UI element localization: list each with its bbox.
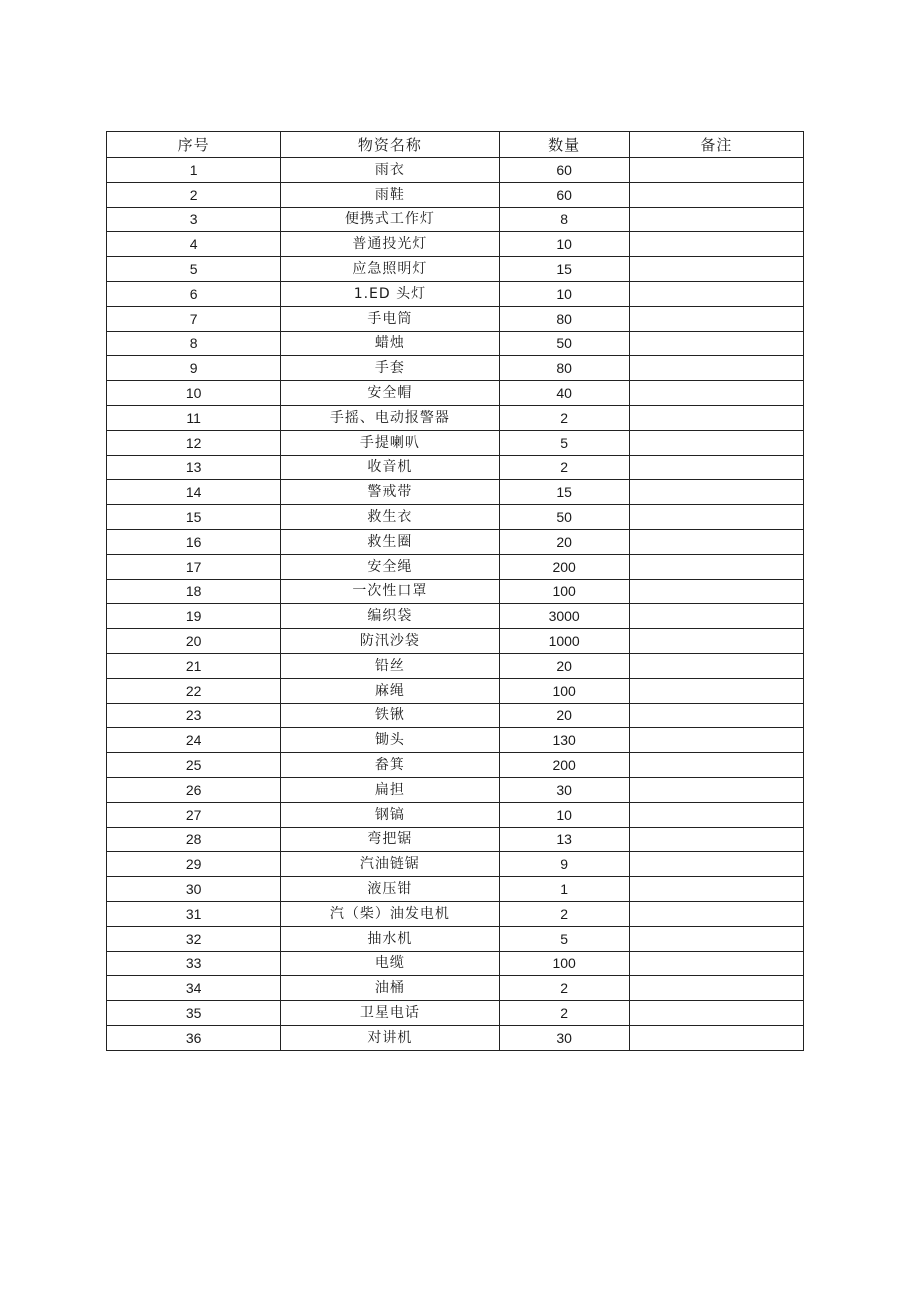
cell-name: 警戒带 <box>281 480 499 505</box>
cell-name: 汽油链锯 <box>281 852 499 877</box>
cell-name: 扁担 <box>281 777 499 802</box>
cell-note <box>629 306 803 331</box>
header-note: 备注 <box>629 132 803 158</box>
table-row <box>107 257 804 282</box>
cell-seq: 35 <box>107 1001 281 1026</box>
cell-note <box>629 728 803 753</box>
table-row <box>107 802 804 827</box>
cell-qty: 8 <box>499 207 629 232</box>
table-row <box>107 579 804 604</box>
cell-seq: 9 <box>107 356 281 381</box>
table-row <box>107 554 804 579</box>
cell-name: 安全绳 <box>281 554 499 579</box>
cell-seq: 31 <box>107 901 281 926</box>
table-row <box>107 926 804 951</box>
cell-seq: 24 <box>107 728 281 753</box>
cell-seq: 25 <box>107 753 281 778</box>
cell-seq: 14 <box>107 480 281 505</box>
cell-qty: 1000 <box>499 629 629 654</box>
cell-note <box>629 976 803 1001</box>
cell-qty: 3000 <box>499 604 629 629</box>
table-row <box>107 877 804 902</box>
cell-qty: 15 <box>499 257 629 282</box>
cell-qty: 40 <box>499 381 629 406</box>
cell-qty: 100 <box>499 951 629 976</box>
cell-name: 铅丝 <box>281 653 499 678</box>
cell-seq: 5 <box>107 257 281 282</box>
table-row <box>107 901 804 926</box>
cell-name: 救生圈 <box>281 529 499 554</box>
cell-note <box>629 1001 803 1026</box>
cell-note <box>629 331 803 356</box>
cell-note <box>629 480 803 505</box>
cell-qty: 30 <box>499 777 629 802</box>
cell-name: 畚箕 <box>281 753 499 778</box>
cell-qty: 100 <box>499 678 629 703</box>
cell-note <box>629 653 803 678</box>
cell-note <box>629 232 803 257</box>
cell-name: 手摇、电动报警器 <box>281 405 499 430</box>
cell-note <box>629 877 803 902</box>
cell-qty: 2 <box>499 405 629 430</box>
cell-note <box>629 281 803 306</box>
cell-note <box>629 678 803 703</box>
table-row <box>107 852 804 877</box>
cell-note <box>629 579 803 604</box>
cell-name: 液压钳 <box>281 877 499 902</box>
cell-note <box>629 405 803 430</box>
header-seq: 序号 <box>107 132 281 158</box>
cell-note <box>629 753 803 778</box>
table-row <box>107 1025 804 1050</box>
table-row <box>107 505 804 530</box>
table-row <box>107 331 804 356</box>
cell-seq: 19 <box>107 604 281 629</box>
cell-name: 油桶 <box>281 976 499 1001</box>
cell-seq: 3 <box>107 207 281 232</box>
cell-qty: 15 <box>499 480 629 505</box>
table-row <box>107 827 804 852</box>
cell-seq: 8 <box>107 331 281 356</box>
cell-note <box>629 158 803 183</box>
table-row <box>107 976 804 1001</box>
cell-name: 应急照明灯 <box>281 257 499 282</box>
cell-seq: 6 <box>107 281 281 306</box>
table-row <box>107 951 804 976</box>
cell-seq: 17 <box>107 554 281 579</box>
cell-qty: 10 <box>499 232 629 257</box>
cell-seq: 30 <box>107 877 281 902</box>
table-row <box>107 1001 804 1026</box>
cell-name: 蜡烛 <box>281 331 499 356</box>
cell-note <box>629 777 803 802</box>
cell-qty: 1 <box>499 877 629 902</box>
cell-note <box>629 604 803 629</box>
cell-qty: 10 <box>499 281 629 306</box>
table-row <box>107 753 804 778</box>
table-row <box>107 728 804 753</box>
cell-name: 手电筒 <box>281 306 499 331</box>
cell-name: 雨鞋 <box>281 182 499 207</box>
table-row <box>107 703 804 728</box>
table-row <box>107 653 804 678</box>
cell-note <box>629 802 803 827</box>
table-row <box>107 480 804 505</box>
cell-note <box>629 257 803 282</box>
cell-name: 弯把锯 <box>281 827 499 852</box>
cell-name: 救生衣 <box>281 505 499 530</box>
table-row <box>107 281 804 306</box>
cell-name: 一次性口罩 <box>281 579 499 604</box>
table-row <box>107 777 804 802</box>
table-row <box>107 455 804 480</box>
cell-qty: 20 <box>499 703 629 728</box>
cell-qty: 50 <box>499 331 629 356</box>
cell-qty: 5 <box>499 926 629 951</box>
cell-qty: 20 <box>499 653 629 678</box>
header-name: 物资名称 <box>281 132 499 158</box>
cell-name: 编织袋 <box>281 604 499 629</box>
cell-qty: 2 <box>499 976 629 1001</box>
table-row <box>107 381 804 406</box>
cell-name: 铁锹 <box>281 703 499 728</box>
cell-note <box>629 182 803 207</box>
cell-note <box>629 703 803 728</box>
cell-note <box>629 381 803 406</box>
cell-name: 便携式工作灯 <box>281 207 499 232</box>
cell-seq: 11 <box>107 405 281 430</box>
cell-seq: 23 <box>107 703 281 728</box>
cell-note <box>629 926 803 951</box>
table-header <box>107 132 804 158</box>
cell-qty: 20 <box>499 529 629 554</box>
cell-name: 防汛沙袋 <box>281 629 499 654</box>
table-row <box>107 232 804 257</box>
cell-seq: 15 <box>107 505 281 530</box>
cell-qty: 50 <box>499 505 629 530</box>
cell-note <box>629 505 803 530</box>
cell-note <box>629 951 803 976</box>
cell-qty: 30 <box>499 1025 629 1050</box>
cell-qty: 130 <box>499 728 629 753</box>
cell-qty: 5 <box>499 430 629 455</box>
cell-qty: 2 <box>499 455 629 480</box>
cell-name: 抽水机 <box>281 926 499 951</box>
cell-qty: 10 <box>499 802 629 827</box>
cell-seq: 36 <box>107 1025 281 1050</box>
cell-seq: 7 <box>107 306 281 331</box>
cell-seq: 4 <box>107 232 281 257</box>
table-row <box>107 182 804 207</box>
cell-qty: 200 <box>499 554 629 579</box>
cell-seq: 34 <box>107 976 281 1001</box>
cell-name: 卫星电话 <box>281 1001 499 1026</box>
cell-seq: 26 <box>107 777 281 802</box>
table-row <box>107 158 804 183</box>
cell-seq: 22 <box>107 678 281 703</box>
cell-note <box>629 529 803 554</box>
cell-qty: 9 <box>499 852 629 877</box>
cell-qty: 80 <box>499 356 629 381</box>
cell-name: 对讲机 <box>281 1025 499 1050</box>
table-row <box>107 356 804 381</box>
cell-seq: 28 <box>107 827 281 852</box>
cell-note <box>629 207 803 232</box>
cell-note <box>629 554 803 579</box>
cell-name: 手套 <box>281 356 499 381</box>
table-row <box>107 604 804 629</box>
cell-seq: 29 <box>107 852 281 877</box>
cell-seq: 13 <box>107 455 281 480</box>
table-row <box>107 678 804 703</box>
table-body <box>107 158 804 1051</box>
cell-seq: 1 <box>107 158 281 183</box>
table-row <box>107 529 804 554</box>
cell-name: 收音机 <box>281 455 499 480</box>
cell-name: 普通投光灯 <box>281 232 499 257</box>
cell-name: 雨衣 <box>281 158 499 183</box>
cell-seq: 10 <box>107 381 281 406</box>
supplies-table <box>106 131 804 1051</box>
cell-qty: 60 <box>499 158 629 183</box>
cell-seq: 32 <box>107 926 281 951</box>
cell-qty: 2 <box>499 901 629 926</box>
cell-seq: 33 <box>107 951 281 976</box>
cell-name: 手提喇叭 <box>281 430 499 455</box>
cell-note <box>629 901 803 926</box>
header-qty: 数量 <box>499 132 629 158</box>
cell-name: 汽（柴）油发电机 <box>281 901 499 926</box>
cell-qty: 80 <box>499 306 629 331</box>
cell-note <box>629 356 803 381</box>
cell-seq: 20 <box>107 629 281 654</box>
header-row <box>107 132 804 158</box>
cell-seq: 2 <box>107 182 281 207</box>
table-row <box>107 629 804 654</box>
table-row <box>107 405 804 430</box>
cell-name: 麻绳 <box>281 678 499 703</box>
table-row <box>107 207 804 232</box>
cell-seq: 16 <box>107 529 281 554</box>
cell-note <box>629 852 803 877</box>
cell-note <box>629 1025 803 1050</box>
cell-note <box>629 629 803 654</box>
cell-note <box>629 455 803 480</box>
cell-seq: 12 <box>107 430 281 455</box>
cell-seq: 27 <box>107 802 281 827</box>
cell-name: 锄头 <box>281 728 499 753</box>
table-row <box>107 430 804 455</box>
cell-name: 钢镐 <box>281 802 499 827</box>
cell-name: 1.ED 头灯 <box>281 281 499 306</box>
cell-note <box>629 430 803 455</box>
cell-qty: 13 <box>499 827 629 852</box>
cell-seq: 21 <box>107 653 281 678</box>
cell-seq: 18 <box>107 579 281 604</box>
cell-qty: 60 <box>499 182 629 207</box>
cell-note <box>629 827 803 852</box>
cell-qty: 100 <box>499 579 629 604</box>
table-row <box>107 306 804 331</box>
cell-qty: 2 <box>499 1001 629 1026</box>
cell-name: 电缆 <box>281 951 499 976</box>
cell-qty: 200 <box>499 753 629 778</box>
cell-name: 安全帽 <box>281 381 499 406</box>
